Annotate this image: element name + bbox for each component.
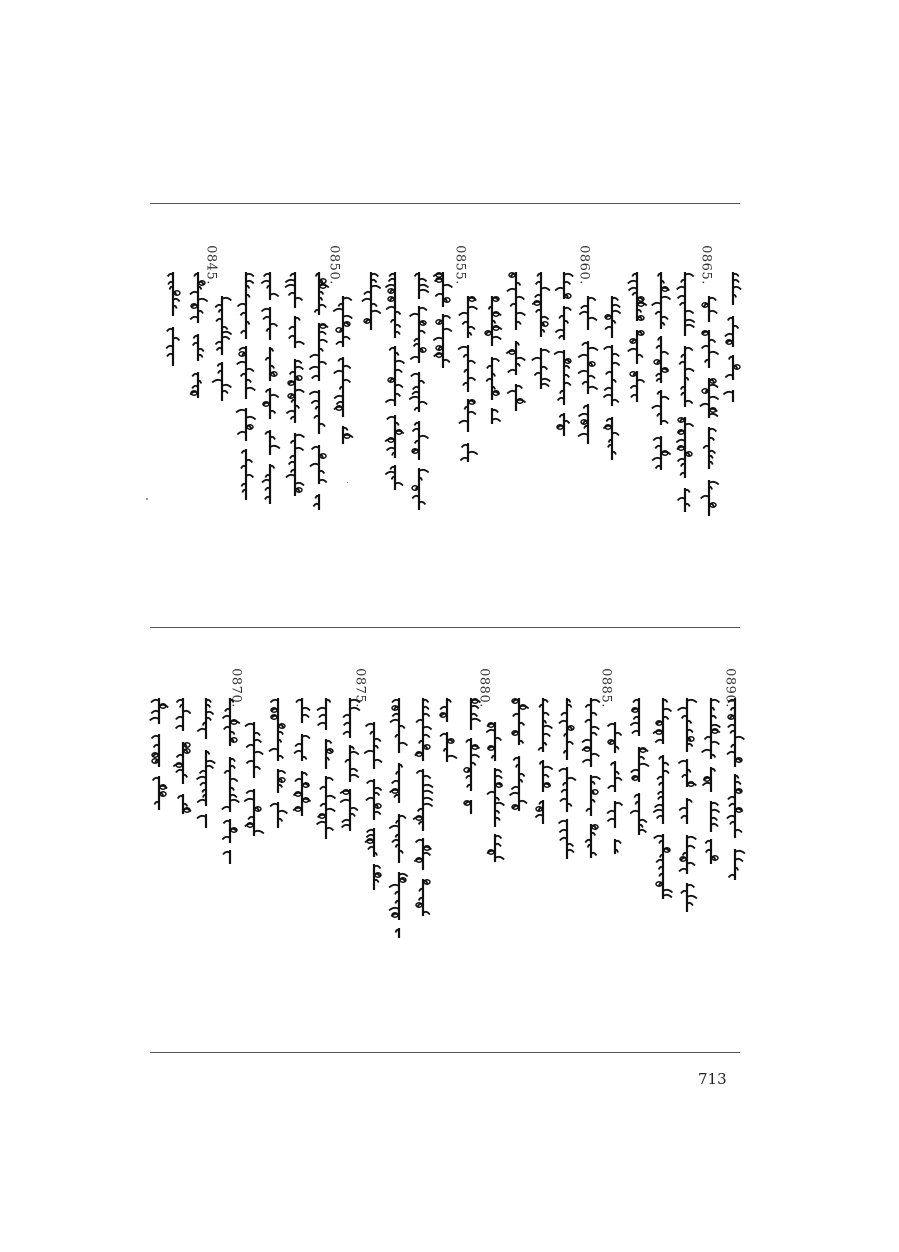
script-column [696, 296, 722, 532]
script-column [530, 698, 556, 824]
script-column [672, 272, 698, 512]
line-number-0870: 0870. [228, 668, 244, 708]
script-column [289, 698, 315, 822]
script-column [233, 272, 259, 500]
scan-speck [347, 482, 348, 483]
line-number-0855: 0855. [452, 245, 468, 285]
script-column [720, 272, 746, 402]
script-column [578, 698, 604, 870]
script-column [528, 272, 554, 392]
middle-rule [150, 627, 740, 628]
script-column [602, 722, 628, 854]
script-column [410, 698, 436, 916]
script-column [482, 722, 508, 862]
line-number-0880: 0880. [476, 668, 492, 708]
script-column [209, 296, 235, 408]
script-column [479, 296, 505, 424]
line-number-0865: 0865. [698, 245, 714, 285]
script-column [506, 698, 532, 816]
line-number-0890: 0890. [722, 668, 738, 708]
script-column [313, 698, 339, 846]
script-column [624, 272, 650, 402]
script-column [434, 698, 460, 762]
script-column [599, 296, 625, 468]
script-column [170, 698, 196, 814]
script-column [551, 272, 577, 436]
script-column [455, 296, 481, 462]
script-column [217, 698, 243, 864]
script-column [386, 698, 412, 938]
line-number-0860: 0860. [576, 245, 592, 285]
script-column [185, 272, 211, 398]
script-column [265, 698, 291, 828]
script-column [458, 698, 484, 814]
script-column [503, 272, 529, 422]
script-column [650, 698, 676, 906]
top-rule [150, 203, 740, 204]
script-column [306, 272, 332, 510]
script-column [626, 698, 652, 848]
script-column [361, 722, 387, 890]
script-column [698, 698, 724, 864]
script-column [160, 272, 186, 366]
script-column [257, 272, 283, 504]
bottom-rule [150, 1052, 740, 1053]
line-number-0850: 0850. [326, 245, 342, 285]
script-column [382, 272, 408, 490]
script-column [358, 272, 384, 332]
script-column [241, 722, 267, 854]
script-column [146, 698, 172, 810]
scan-speck [146, 498, 148, 500]
line-number-0845: 0845. [203, 245, 219, 285]
line-number-0885: 0885. [598, 668, 614, 708]
script-column [282, 272, 308, 500]
script-column [337, 698, 363, 848]
script-column [722, 698, 748, 882]
script-column [554, 698, 580, 868]
script-column [674, 698, 700, 928]
script-column [648, 272, 674, 472]
script-column [193, 698, 219, 828]
script-column [430, 272, 456, 376]
script-column [330, 296, 356, 444]
script-column [575, 296, 601, 446]
page-number: 713 [698, 1070, 727, 1088]
line-number-0875: 0875. [352, 668, 368, 708]
script-column [406, 272, 432, 510]
